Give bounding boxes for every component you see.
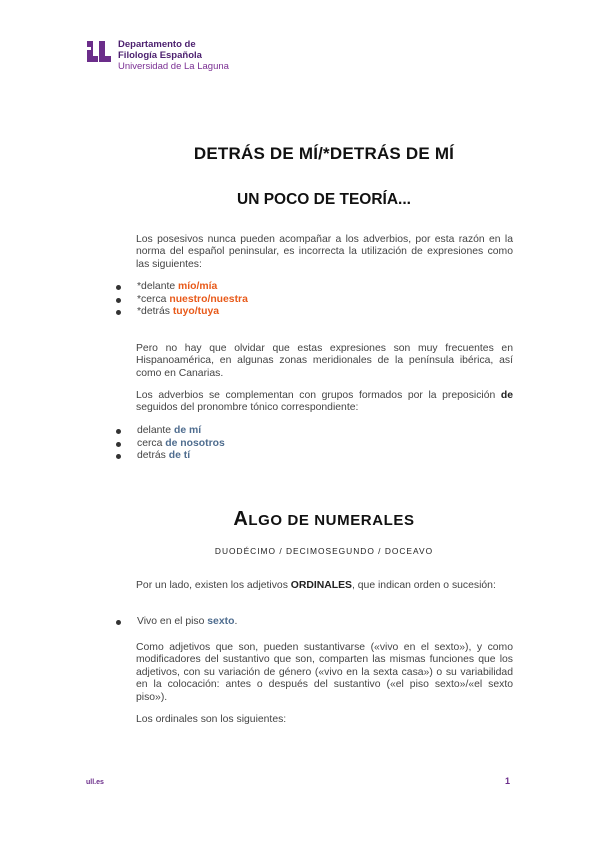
- paragraph-preposition: Los adverbios se complementan con grupos formados por la preposición de seguidos del pronombre tónico correspondiente:: [136, 390, 513, 414]
- list-item: Vivo en el piso sexto.: [116, 616, 237, 629]
- list-item: *delante mío/mía: [116, 281, 248, 294]
- list-item: *detrás tuyo/tuya: [116, 306, 248, 319]
- list-item: cerca de nosotros: [116, 438, 225, 451]
- list-item: detrás de tí: [116, 450, 225, 463]
- section-subtitle: UN POCO DE TEORÍA...: [237, 191, 411, 208]
- list-item: *cerca nuestro/nuestra: [116, 294, 248, 307]
- page-number: 1: [505, 776, 511, 786]
- list-item: delante de mí: [116, 425, 225, 438]
- paragraph-ordinales-list-intro: Los ordinales son los siguientes:: [136, 714, 287, 725]
- logo-line-2: Filología Española: [118, 50, 202, 61]
- section-heading-numerales: ALGO DE NUMERALES: [233, 508, 415, 530]
- paragraph-ordinales: Por un lado, existen los adjetivos ORDINALES, que indican orden o sucesión:: [136, 580, 496, 591]
- paragraph-hispanoamerica: Pero no hay que olvidar que estas expresiones son muy frecuentes en Hispanoamérica, en algunas zonas meridionales de la península ibérica, así como en Canarias.: [136, 343, 513, 379]
- page-title: DETRÁS DE MÍ/*DETRÁS DE MÍ: [193, 144, 455, 163]
- correct-expressions-list: [116, 425, 225, 463]
- ull-logo-icon: [86, 41, 112, 63]
- paragraph-sustantivarse: Como adjetivos que son, pueden sustantivarse («vivo en el sexto»), y como modificadores del sustantivo que son, comparten las mismas funciones que los adjetivos, con su variación de género («vivo en la sexta casa») o su variabilidad en la colocación: antes o después del sustantivo («el piso sexto»/«el sexto piso»).: [136, 642, 513, 703]
- logo-line-1: Departamento de: [118, 39, 196, 50]
- incorrect-expressions-list: [116, 281, 248, 319]
- footer-site-link[interactable]: ull.es: [86, 779, 104, 786]
- university-logo: [86, 39, 229, 72]
- intro-paragraph: Los posesivos nunca pueden acompañar a los adverbios, por esta razón en la norma del español peninsular, es incorrecta la utilización de expresiones como las siguientes:: [136, 234, 513, 270]
- example-list: [116, 616, 237, 629]
- section-small-heading: DUODÉCIMO / DECIMOSEGUNDO / DOCEAVO: [214, 546, 434, 556]
- logo-line-3: Universidad de La Laguna: [118, 61, 229, 72]
